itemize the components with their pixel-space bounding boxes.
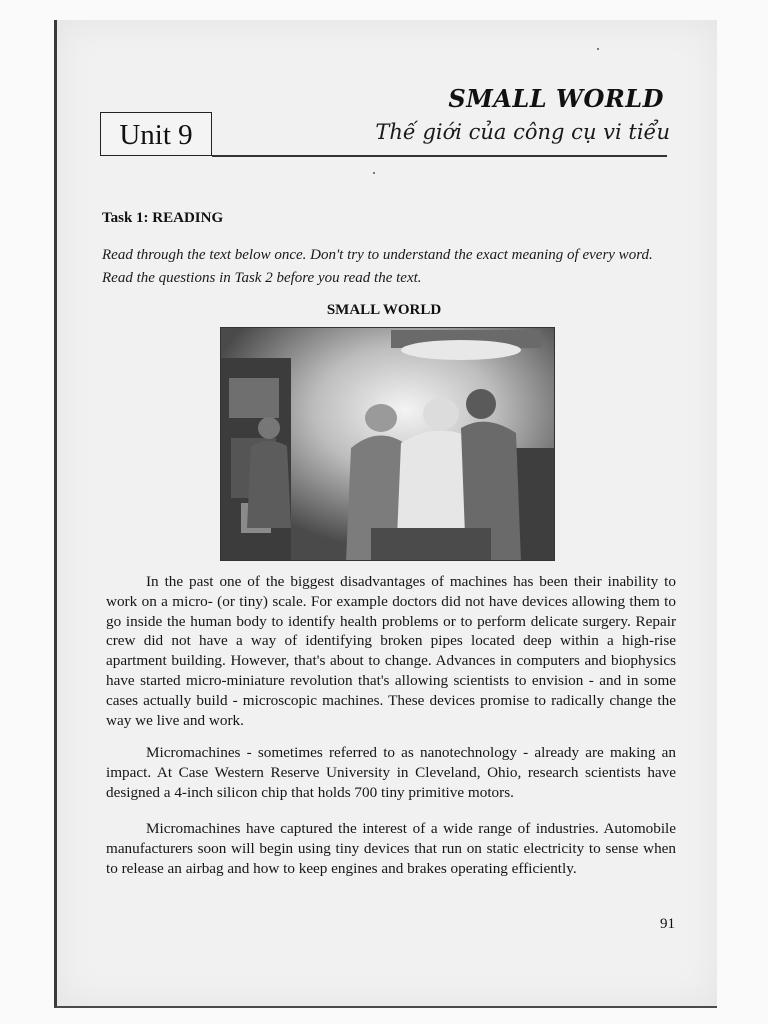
article-paragraph [106, 572, 676, 730]
unit-label-box [100, 112, 212, 156]
unit-title: SMALL WORLD [448, 84, 664, 113]
article-paragraph-text: In the past one of the biggest disadvantages of machines has been their inability to work on a micro- (or tiny) scale. For example doctors did not have devices allowing them to go inside the human body to identify health problems or to perform delicate surgery. Repair crew did not have a way of identifying broken pipes located deep within a high-rise apartment building. However, that's about to change. Advances in computers and biophysics have started micro-miniature revolution that's allowing scientists to envision - and in some cases actually build - microscopic machines. These devices promise to radically change the way we live and work. [106, 573, 676, 729]
task-heading: Task 1: READING [102, 210, 224, 226]
scan-speck [597, 48, 599, 50]
article-title: SMALL WORLD [326, 302, 442, 318]
surgery-photo [220, 327, 555, 561]
article-paragraph [106, 743, 676, 802]
unit-subtitle: Thế giới của công cụ vi tiểu [375, 120, 670, 144]
page-number: 91 [660, 916, 675, 932]
article-paragraph-text: Micromachines - sometimes referred to as nanotechnology - already are making an impact. At Case Western Reserve University in Cleveland, Ohio, research scientists have designed a 4-inch silicon chip that holds 700 tiny primitive motors. [106, 744, 676, 801]
unit-label: Unit 9 [119, 119, 193, 151]
surgery-photo-icon [221, 328, 555, 561]
header-rule [212, 155, 667, 157]
task-instructions: Read through the text below once. Don't try to understand the exact meaning of every word. Read the questions in Task 2 before you read the text. [102, 247, 653, 286]
article-paragraph [106, 819, 676, 878]
scan-speck [373, 172, 375, 174]
article-paragraph-text: Micromachines have captured the interest of a wide range of industries. Automobile manufacturers soon will begin using tiny devices that run on static electricity to sense when to release an airbag and how to keep engines and brakes operating efficiently. [106, 820, 676, 877]
